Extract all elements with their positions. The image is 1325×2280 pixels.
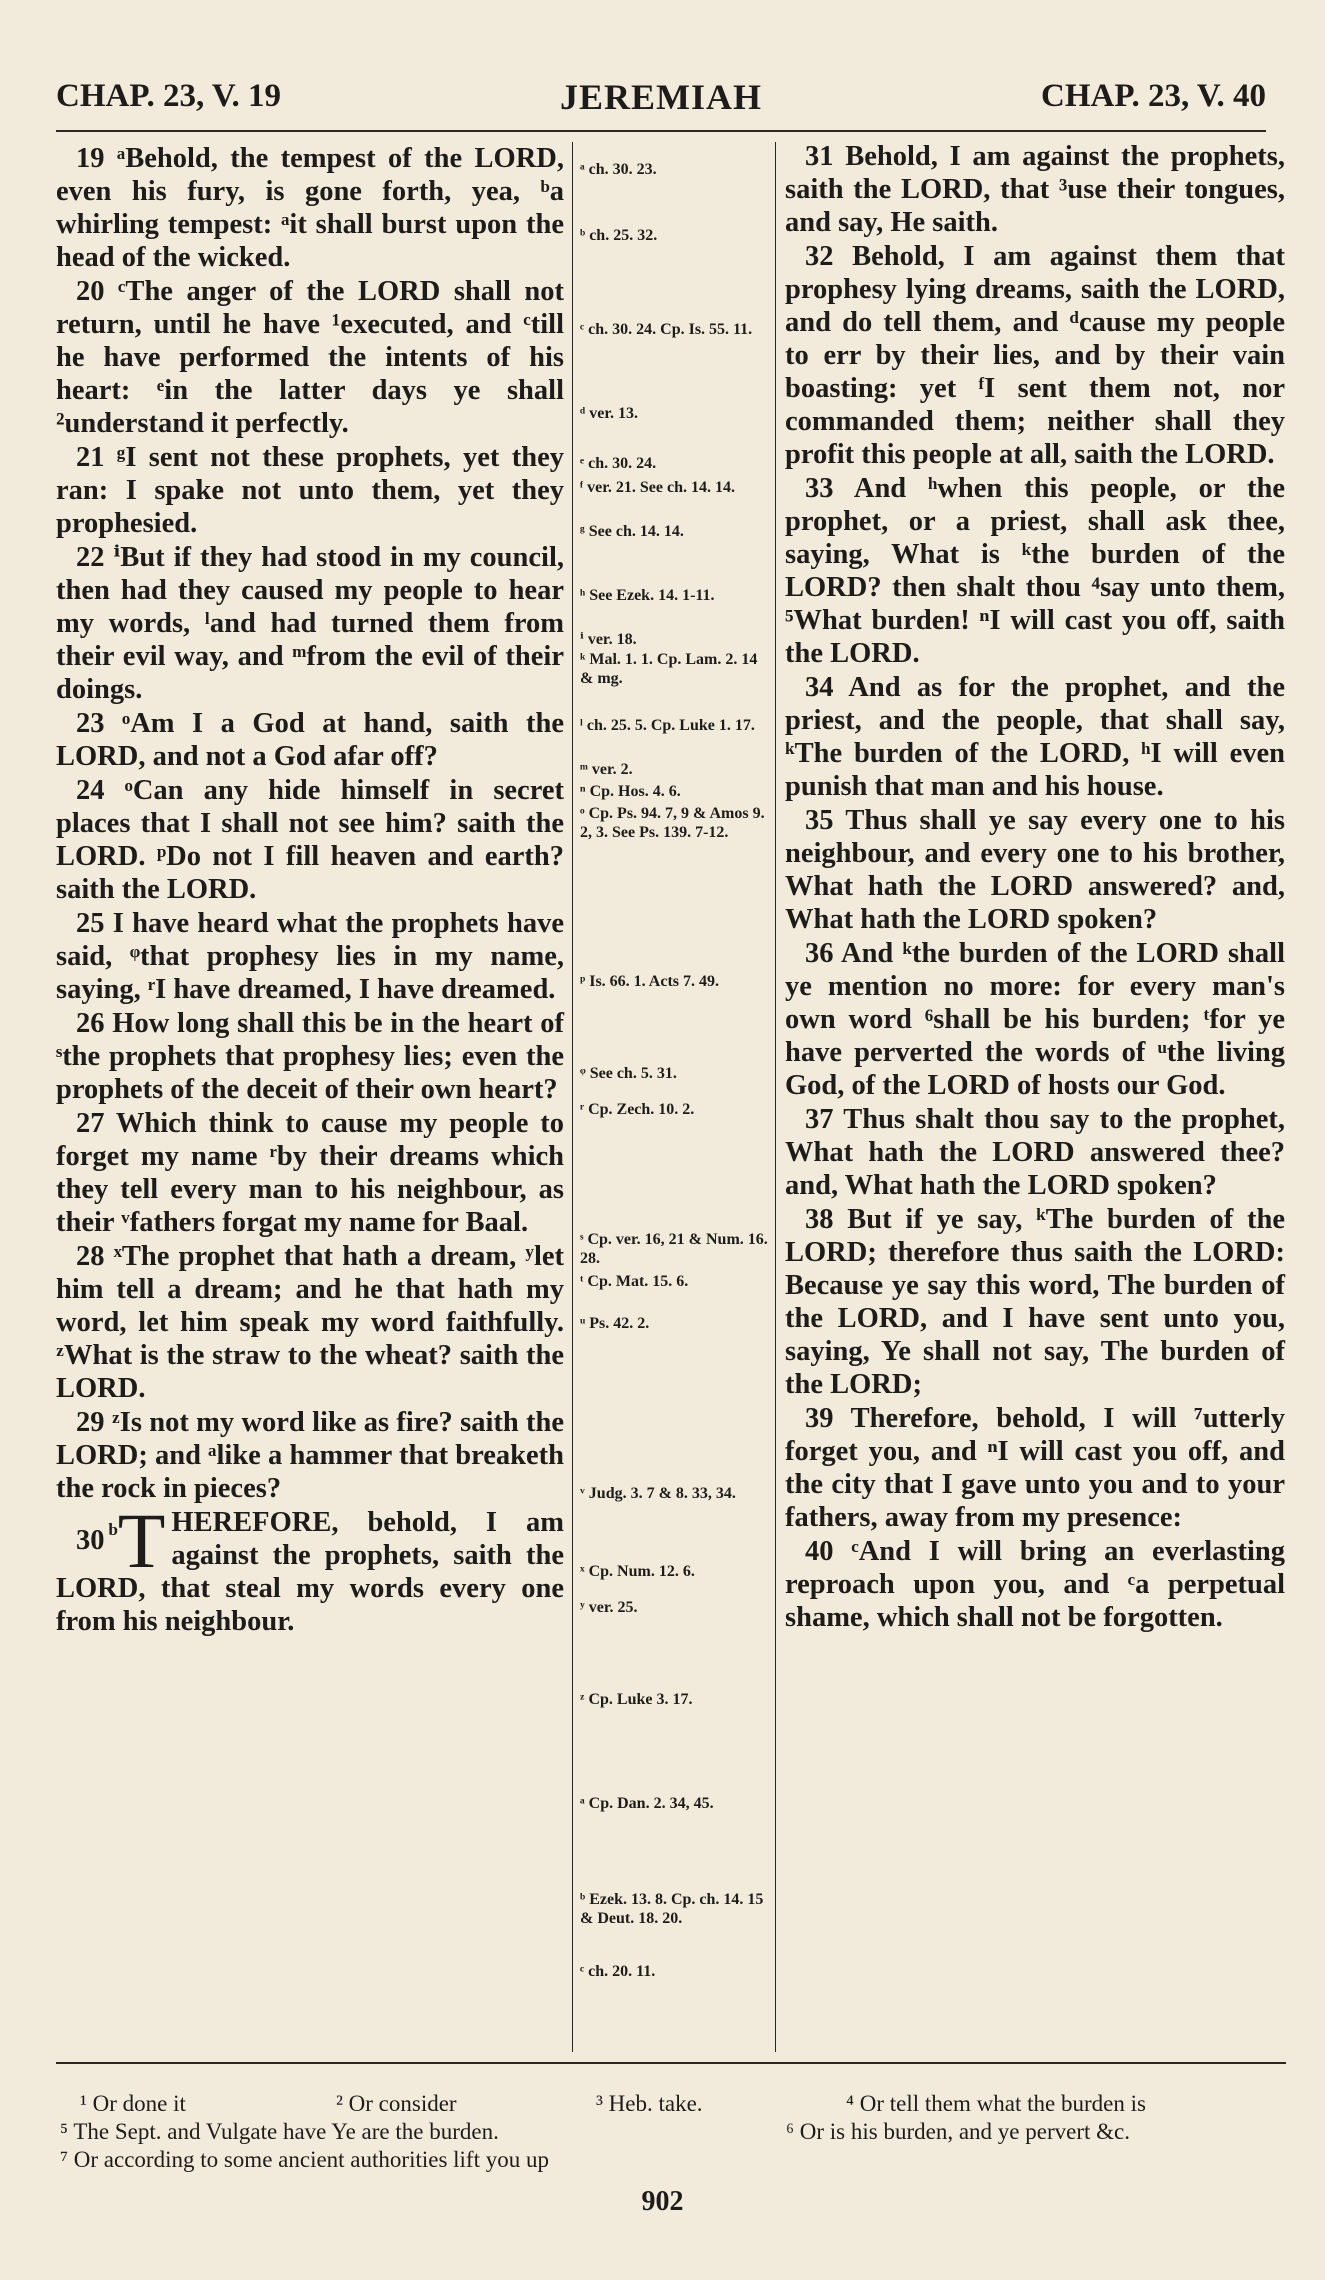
right-text-column [785,140,1285,1635]
verse-25: 25 I have heard what the prophets have said, ᵠthat prophesy lies in my name, saying, ʳI have dreamed, I have dreamed. [56,908,565,1005]
verse-21: 21 ᵍI sent not these prophets, yet they ran: I spake not unto them, yet they prophesied. [56,442,565,539]
cross-ref: ᶻ Cp. Luke 3. 17. [580,1691,693,1708]
header-right-chapter: CHAP. 23, V. 40 [1041,78,1266,114]
column-divider-right [775,142,776,2052]
header-left-chapter: CHAP. 23, V. 19 [56,78,281,114]
verse-29: 29 ᶻIs not my word like as fire? saith the LORD; and ᵃlike a hammer that breaketh the rock in pieces? [56,1407,564,1504]
left-text-column [56,142,564,1639]
cross-ref: ᵒ Cp. Ps. 94. 7, 9 & Amos 9. 2, 3. See Ps. 139. 7-12. [580,805,765,841]
cross-ref: ᵈ ver. 13. [580,405,638,422]
running-header [56,70,1266,130]
cross-ref: ᵇ Ezek. 13. 8. Cp. ch. 14. 15 & Deut. 18. 20. [580,1891,764,1927]
verse-22: 22 ⁱBut if they had stood in my council, then had they caused my people to hear my words, ˡand had turned them from their evil way, and ᵐfrom the evil of their doings. [56,542,564,705]
drop-cap: T [117,1497,166,1584]
page-number: 902 [641,2186,684,2217]
cross-ref: ʳ Cp. Zech. 10. 2. [580,1101,695,1118]
cross-ref: ᵍ See ch. 14. 14. [580,523,684,540]
cross-ref: ʰ See Ezek. 14. 1-11. [580,587,715,604]
verse-24: 24 ᵒCan any hide himself in secret places that I shall not see him? saith the LORD. ᵖDo not I fill heaven and earth? saith the LORD. [56,775,564,905]
column-divider-left [572,142,573,2052]
footnote: ² Or consider [336,2091,457,2116]
cross-ref: ᵃ ch. 30. 23. [580,161,657,178]
verse-27: 27 Which think to cause my people to forget my name ʳby their dreams which they tell every man to his neighbour, as their ᵛfathers forgat my name for Baal. [56,1108,564,1238]
cross-ref: ᵉ ch. 30. 24. [580,455,657,472]
cross-ref: ᵗ Cp. Mat. 15. 6. [580,1273,689,1290]
verse-19: 19 ᵃBehold, the tempest of the LORD, even his fury, is gone forth, yea, ᵇa whirling tempest: ᵃit shall burst upon the head of the wicked. [56,143,564,273]
header-rule [56,130,1266,132]
cross-ref: ˣ Cp. Num. 12. 6. [580,1563,695,1580]
cross-ref: ⁱ ver. 18. [580,631,637,648]
cross-ref: ᵖ Is. 66. 1. Acts 7. 49. [580,973,719,990]
footnote: ¹ Or done it [80,2091,186,2116]
verse-36: 36 And ᵏthe burden of the LORD shall ye mention no more: for every man's own word ⁶shall be his burden; ᵗfor ye have perverted the words of ᵘthe living God, of the LORD of hosts our God. [785,938,1285,1101]
verse-33: 33 And ʰwhen this people, or the prophet, or a priest, shall ask thee, saying, What is ᵏthe burden of the LORD? then shalt thou ⁴say unto them, ⁵What burden! ⁿI will cast you off, saith the LORD. [785,473,1285,669]
footnote: ³ Heb. take. [596,2091,703,2116]
cross-ref: ᶠ ver. 21. See ch. 14. 14. [580,479,735,496]
cross-ref: ᵘ Ps. 42. 2. [580,1315,650,1332]
cross-ref: ᵃ Cp. Dan. 2. 34, 45. [580,1795,714,1812]
cross-ref: ᵇ ch. 25. 32. [580,227,658,244]
footnote: ⁵ The Sept. and Vulgate have Ye are the burden. [60,2119,499,2144]
cross-ref: ᵏ Mal. 1. 1. Cp. Lam. 2. 14 & mg. [580,651,758,687]
verse-23: 23 ᵒAm I a God at hand, saith the LORD, and not a God afar off? [56,708,565,772]
verse-35: 35 Thus shall ye say every one to his neighbour, and every one to his brother, What hath the LORD answered? and, What hath the LORD spoken? [785,805,1285,935]
cross-ref: ˢ Cp. ver. 16, 21 & Num. 16. 28. [580,1231,768,1267]
verse-34: 34 And as for the prophet, and the priest, and the people, that shall say, ᵏThe burden of the LORD, ʰI will even punish that man and his house. [785,672,1285,802]
cross-ref: ᵛ Judg. 3. 7 & 8. 33, 34. [580,1485,736,1502]
footnote: ⁴ Or tell them what the burden is [846,2091,1146,2116]
footnote-rule [56,2062,1286,2064]
verse-32: 32 Behold, I am against them that prophesy lying dreams, saith the LORD, and do tell them, and ᵈcause my people to err by their lies, and by their vain boasting: yet ᶠI sent them not, nor commanded them; neither shall they profit this people at all, saith the LORD. [785,241,1285,470]
verse-28: 28 ˣThe prophet that hath a dream, ʸlet him tell a dream; and he that hath my word, let him speak my word faithfully. ᶻWhat is the straw to the wheat? saith the LORD. [56,1241,565,1404]
cross-ref: ᶜ ch. 30. 24. Cp. Is. 55. 11. [580,321,753,338]
verse-37: 37 Thus shalt thou say to the prophet, What hath the LORD answered thee? and, What hath the LORD spoken? [785,1104,1285,1201]
verse-26: 26 How long shall this be in the heart of ˢthe prophets that prophesy lies; even the prophets of the deceit of their own heart? [56,1008,564,1105]
footnote: ⁷ Or according to some ancient authorities lift you up [60,2147,549,2172]
cross-ref: ᵠ See ch. 5. 31. [580,1065,677,1082]
cross-ref: ˡ ch. 25. 5. Cp. Luke 1. 17. [580,717,755,734]
verse-39: 39 Therefore, behold, I will ⁷utterly forget you, and ⁿI will cast you off, and the city that I gave unto you and to your fathers, away from my presence: [785,1403,1285,1533]
footnote: ⁶ Or is his burden, and ye pervert &c. [786,2119,1130,2144]
book-title: JEREMIAH [559,77,762,117]
verse-31: 31 Behold, I am against the prophets, saith the LORD, that ³use their tongues, and say, He saith. [785,141,1285,238]
cross-ref: ⁿ Cp. Hos. 4. 6. [580,783,681,800]
verse-30: 30 ᵇ T HEREFORE, behold, I am against the prophets, saith the LORD, that steal my words every one from his neighbour. [56,1497,564,1637]
verse-38: 38 But if ye say, ᵏThe burden of the LORD; therefore thus saith the LORD: Because ye say this word, The burden of the LORD, and I have sent unto you, saying, Ye shall not say, The burden of the LORD; [785,1204,1285,1400]
verse-40: 40 ᶜAnd I will bring an everlasting reproach upon you, and ᶜa perpetual shame, which shall not be forgotten. [785,1536,1286,1633]
verse-20: 20 ᶜThe anger of the LORD shall not return, until he have ¹executed, and ᶜtill he have performed the intents of his heart: ᵉin the latter days ye shall ²understand it perfectly. [56,276,564,439]
cross-ref: ᶜ ch. 20. 11. [580,1963,656,1980]
cross-ref: ʸ ver. 25. [580,1599,638,1616]
cross-ref: ᵐ ver. 2. [580,761,633,778]
